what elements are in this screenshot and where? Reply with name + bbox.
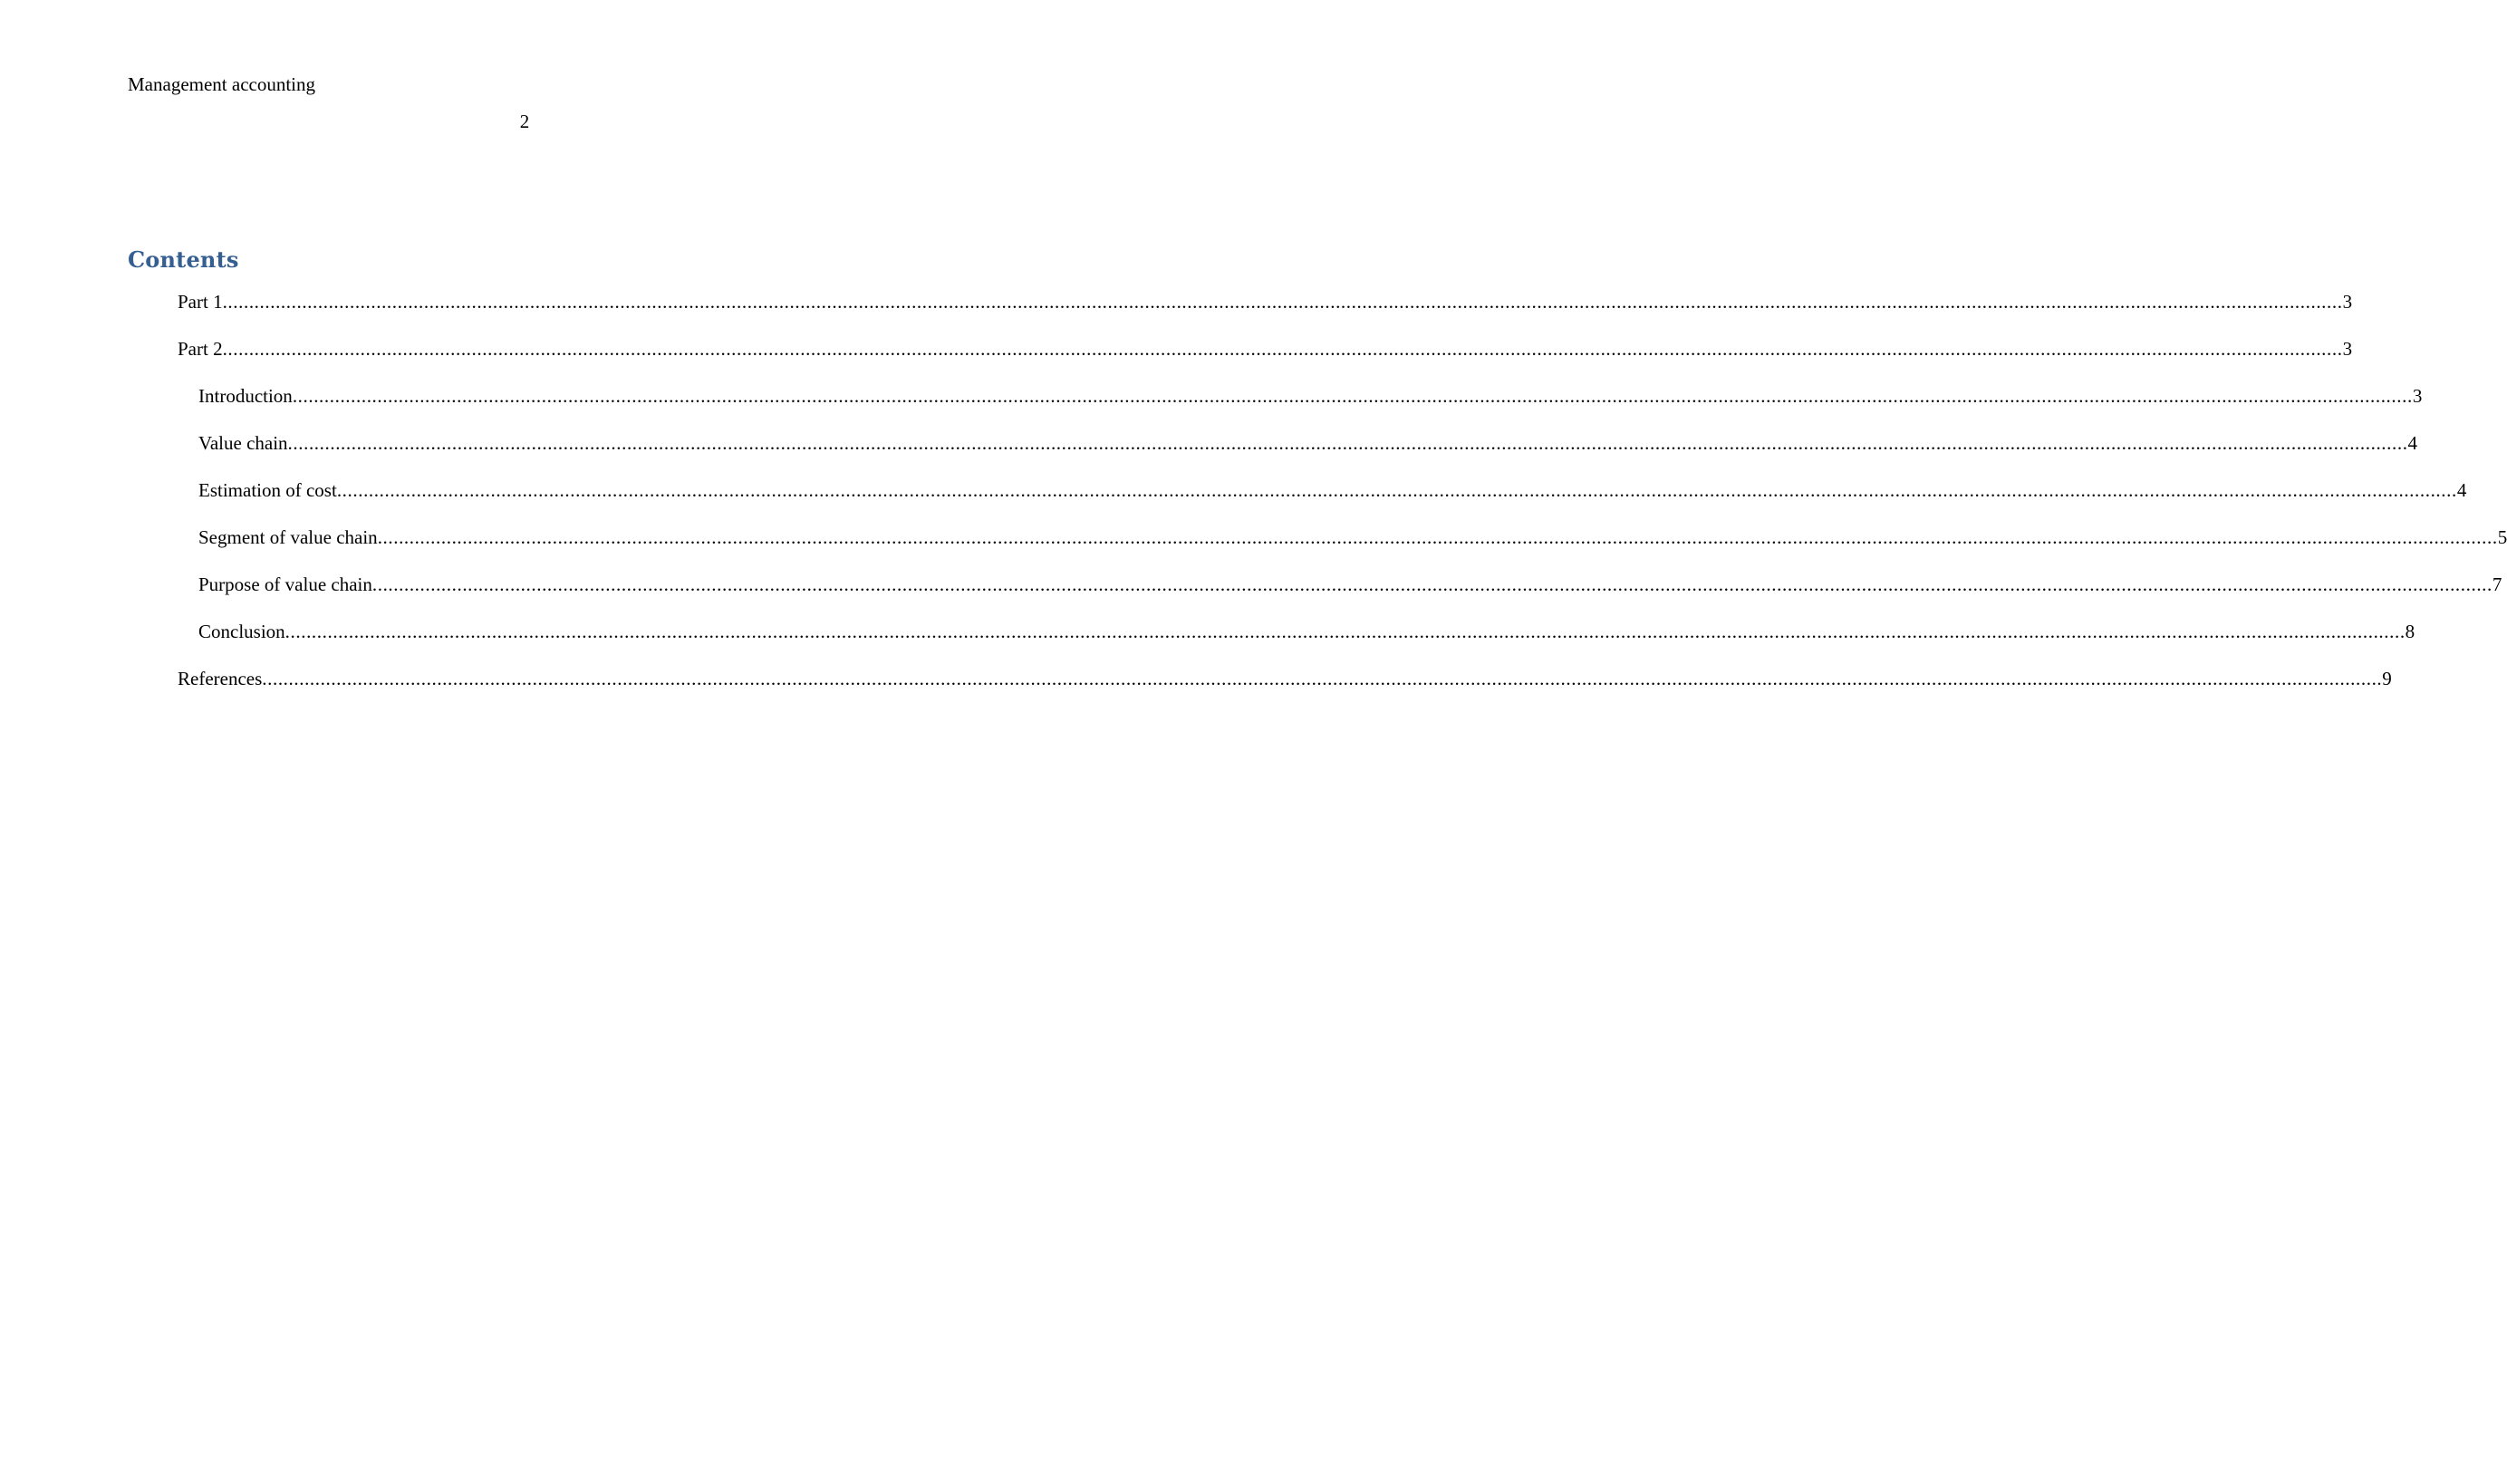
toc-dot-leader: ................................................................................................................................................................................................................................................................................................................................................................................................................ (222, 338, 2343, 360)
toc-entry-label: Segment of value chain (198, 526, 378, 548)
toc-entry-segment-of-value-chain[interactable] (198, 524, 2507, 551)
toc-entry-label: Introduction (198, 385, 293, 407)
page-number: 2 (519, 111, 530, 132)
toc-dot-leader: ................................................................................................................................................................................................................................................................................................................................................................................................................ (222, 291, 2343, 313)
toc-entry-label: Conclusion (198, 621, 285, 642)
toc-entry-page: 7 (2492, 573, 2502, 595)
toc-entry-page: 5 (2497, 526, 2507, 548)
toc-entry-references[interactable] (178, 665, 2392, 692)
toc-entry-page: 3 (2412, 385, 2423, 407)
toc-entry-part-1[interactable] (178, 288, 2353, 315)
toc-entry-purpose-of-value-chain[interactable] (198, 571, 2502, 598)
toc-entry-conclusion[interactable] (198, 618, 2415, 645)
toc-entry-page: 9 (2382, 668, 2392, 689)
toc-entry-introduction[interactable] (198, 382, 2423, 410)
toc-dot-leader: ................................................................................................................................................................................................................................................................................................................................................................................................................ (262, 668, 2383, 689)
toc-entry-label: Part 2 (178, 338, 223, 360)
toc-entry-estimation-of-cost[interactable] (198, 477, 2467, 504)
toc-entry-label: Part 1 (178, 291, 223, 313)
toc-entry-label: References (178, 668, 263, 689)
toc-dot-leader: ................................................................................................................................................................................................................................................................................................................................................................................................................ (377, 526, 2498, 548)
running-header-title: Management accounting (128, 73, 316, 95)
toc-heading: Contents (128, 246, 239, 273)
toc-entry-label: Value chain (198, 432, 288, 454)
toc-entry-part-2[interactable] (178, 335, 2353, 362)
toc-dot-leader: ................................................................................................................................................................................................................................................................................................................................................................................................................ (287, 432, 2408, 454)
toc-dot-leader: ................................................................................................................................................................................................................................................................................................................................................................................................................ (371, 573, 2493, 595)
toc-dot-leader: ................................................................................................................................................................................................................................................................................................................................................................................................................ (284, 621, 2406, 642)
toc-dot-leader: ................................................................................................................................................................................................................................................................................................................................................................................................................ (336, 479, 2457, 501)
toc-entry-page: 4 (2456, 479, 2467, 501)
toc-entry-label: Estimation of cost (198, 479, 337, 501)
toc-entry-page: 4 (2407, 432, 2418, 454)
toc-entry-page: 3 (2342, 338, 2353, 360)
toc-entry-page: 3 (2342, 291, 2353, 313)
toc-entry-page: 8 (2405, 621, 2415, 642)
toc-entry-value-chain[interactable] (198, 429, 2418, 457)
toc-entry-label: Purpose of value chain (198, 573, 372, 595)
toc-dot-leader: ................................................................................................................................................................................................................................................................................................................................................................................................................ (292, 385, 2413, 407)
